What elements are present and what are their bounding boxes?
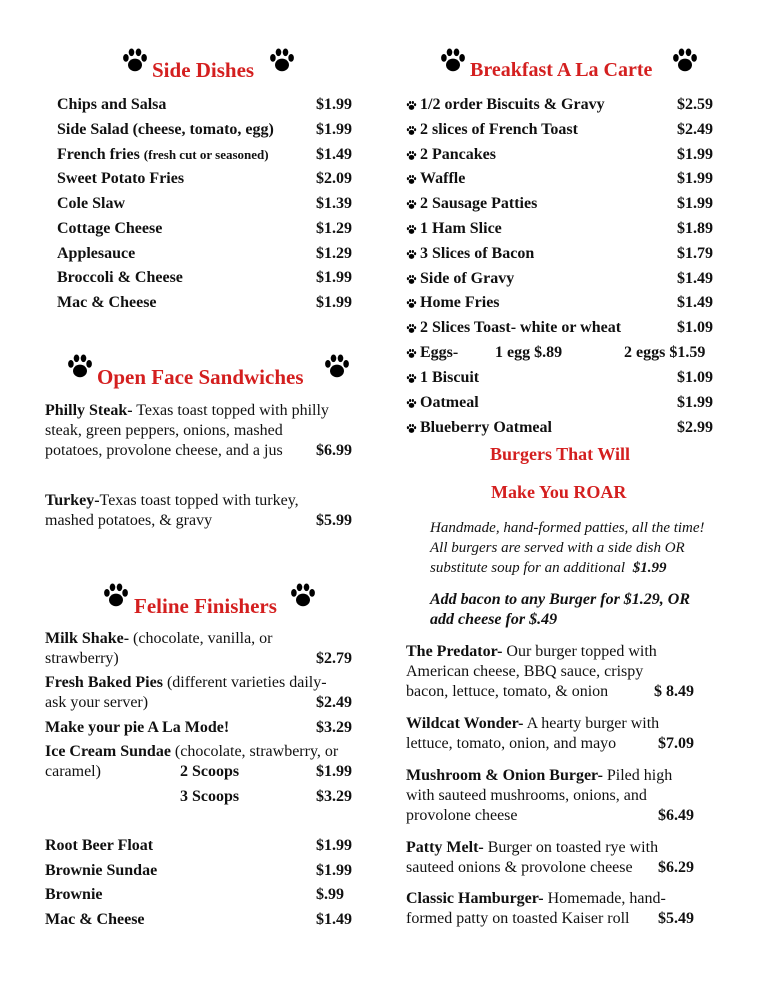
- breakfast-item-price: $1.99: [677, 195, 713, 213]
- breakfast-item-price: $1.79: [677, 244, 713, 262]
- menu-item-name: Cole Slaw: [57, 195, 125, 212]
- breakfast-item-price: $2.49: [677, 120, 713, 138]
- paw-bullet-icon: [406, 298, 417, 309]
- philly-line-2: steak, green peppers, onions, mashed: [45, 422, 283, 439]
- breakfast-heading: Breakfast A La Carte: [470, 59, 653, 81]
- burger-price: $ 8.49: [654, 683, 694, 700]
- burger-name: Mushroom & Onion Burger-: [406, 767, 603, 784]
- shake-desc: (chocolate, vanilla, or: [129, 630, 273, 647]
- addon-line-1: Add bacon to any Burger for $1.29, OR: [430, 591, 691, 608]
- burger-price: $6.49: [658, 807, 694, 824]
- paw-print-icon: [121, 46, 149, 74]
- turkey-name: Turkey-: [45, 492, 100, 509]
- menu-item-label: French fries: [57, 146, 140, 163]
- breakfast-item-price: $2.59: [677, 96, 713, 113]
- paw-bullet-icon: [406, 199, 417, 210]
- addon-line-2: add cheese for $.49: [430, 611, 558, 628]
- menu-item-price: $1.29: [316, 245, 352, 262]
- breakfast-item-name: Side of Gravy: [420, 269, 515, 287]
- burger-desc: Burger on toasted rye with: [483, 839, 659, 856]
- paw-print-icon: [102, 581, 130, 609]
- shake-price: $2.79: [316, 650, 352, 667]
- pies-desc: (different varieties daily-: [162, 674, 327, 691]
- turkey-price: $5.99: [316, 512, 352, 529]
- philly-line-3: potatoes, provolone cheese, and a jus: [45, 442, 283, 459]
- burger-name: The Predator-: [406, 643, 503, 660]
- philly-desc: Texas toast topped with philly: [132, 402, 329, 419]
- menu-item-name: Cottage Cheese: [57, 220, 163, 237]
- paw-print-icon: [671, 46, 699, 74]
- menu-item-name: Sweet Potato Fries: [57, 170, 185, 187]
- menu-item-price: $1.99: [316, 269, 352, 286]
- philly-line-1: [45, 401, 329, 421]
- menu-item-price: $1.99: [316, 121, 352, 138]
- breakfast-item-name: 2 slices of French Toast: [420, 120, 578, 138]
- burger-line-3: bacon, lettuce, tomato, & onion: [406, 683, 609, 700]
- menu-item-price: $1.29: [316, 220, 352, 237]
- burger-name: Patty Melt-: [406, 839, 484, 856]
- menu-item-name: Brownie: [45, 886, 103, 903]
- burger-desc: Our burger topped with: [502, 643, 657, 660]
- burger-desc: Homemade, hand-: [543, 890, 666, 907]
- burgers-note-line-1: Handmade, hand-formed patties, all the time!: [430, 520, 705, 536]
- breakfast-item-name: Home Fries: [420, 294, 500, 312]
- turkey-line-2: mashed potatoes, & gravy: [45, 512, 213, 529]
- eggs-one-price: 1 egg $.89: [495, 344, 563, 361]
- burger-line-2: with sauteed mushrooms, onions, and: [406, 787, 647, 804]
- breakfast-item-price: $1.99: [677, 145, 713, 163]
- sundae-line-2: caramel): [45, 763, 101, 780]
- menu-item-note: (fresh cut or seasoned): [143, 147, 269, 162]
- menu-item-price: $1.99: [316, 294, 352, 311]
- pies-name: Fresh Baked Pies: [45, 674, 163, 691]
- paw-bullet-icon: [406, 224, 417, 235]
- menu-item-price: $1.39: [316, 195, 352, 212]
- paw-bullet-icon: [406, 423, 417, 434]
- paw-bullet-icon: [406, 323, 417, 334]
- menu-item-name: Brownie Sundae: [45, 862, 158, 879]
- a-la-mode-price: $3.29: [316, 719, 352, 736]
- paw-bullet-icon: [406, 100, 417, 111]
- menu-item-price: $1.49: [316, 911, 352, 928]
- menu-item-name: Broccoli & Cheese: [57, 269, 183, 286]
- burgers-note-price: $1.99: [632, 560, 667, 576]
- breakfast-item-name: Waffle: [420, 170, 466, 188]
- burger-line-2: sauteed onions & provolone cheese: [406, 859, 633, 876]
- philly-name: Philly Steak-: [45, 402, 133, 419]
- paw-print-icon: [289, 581, 317, 609]
- breakfast-item-name: 1 Ham Slice: [420, 220, 502, 237]
- burger-line-3: provolone cheese: [406, 807, 518, 824]
- menu-item-name: Side Salad (cheese, tomato, egg): [57, 121, 274, 138]
- paw-bullet-icon: [406, 150, 417, 161]
- menu-item-name: Chips and Salsa: [57, 96, 167, 113]
- turkey-desc: Texas toast topped with turkey,: [99, 492, 299, 509]
- paw-bullet-icon: [406, 373, 417, 384]
- paw-bullet-icon: [406, 274, 417, 285]
- burger-line-1: [406, 838, 658, 858]
- burger-line-2: lettuce, tomato, onion, and mayo: [406, 735, 617, 752]
- philly-price: $6.99: [316, 442, 352, 459]
- paw-bullet-icon: [406, 398, 417, 409]
- breakfast-item-name: 2 Pancakes: [420, 145, 496, 163]
- burger-price: $5.49: [658, 910, 694, 927]
- breakfast-item-price: $1.09: [677, 319, 713, 337]
- breakfast-item-name: 1 Biscuit: [420, 369, 480, 386]
- shake-line-1: [45, 629, 273, 649]
- burger-name: Wildcat Wonder-: [406, 715, 524, 732]
- burgers-title-line-2: Make You ROAR: [491, 482, 627, 502]
- shake-name: Milk Shake-: [45, 630, 130, 647]
- a-la-mode-name: Make your pie A La Mode!: [45, 719, 230, 736]
- burgers-note-text: substitute soup for an additional: [430, 560, 626, 576]
- breakfast-item-price: $1.49: [677, 294, 713, 312]
- burger-line-2: formed patty on toasted Kaiser roll: [406, 910, 630, 927]
- open-face-heading: Open Face Sandwiches: [97, 365, 304, 389]
- breakfast-item-name: Oatmeal: [420, 393, 479, 411]
- pies-line-1: [45, 673, 327, 693]
- two-scoops-price: $1.99: [316, 763, 352, 780]
- burgers-title-line-1: Burgers That Will: [490, 444, 631, 464]
- breakfast-item-price: $1.99: [677, 170, 713, 188]
- breakfast-item-name: Blueberry Oatmeal: [420, 418, 552, 436]
- side-dishes-heading: Side Dishes: [152, 58, 255, 82]
- menu-item-price: $2.09: [316, 170, 352, 187]
- paw-bullet-icon: [406, 348, 417, 359]
- burger-price: $6.29: [658, 859, 694, 876]
- paw-print-icon: [323, 352, 351, 380]
- menu-item-name: Mac & Cheese: [57, 294, 157, 311]
- burger-desc: A hearty burger with: [523, 715, 660, 732]
- burger-price: $7.09: [658, 735, 694, 752]
- feline-finishers-heading: Feline Finishers: [134, 594, 277, 618]
- paw-bullet-icon: [406, 249, 417, 260]
- paw-bullet-icon: [406, 125, 417, 136]
- breakfast-item-name: 3 Slices of Bacon: [420, 244, 535, 262]
- burger-line-2: American cheese, BBQ sauce, crispy: [406, 663, 644, 680]
- menu-item-price: $.99: [316, 886, 344, 903]
- menu-item-name: Mac & Cheese: [45, 911, 145, 928]
- breakfast-item-name: 1/2 order Biscuits & Gravy: [420, 96, 605, 113]
- menu-item-price: $1.99: [316, 862, 352, 879]
- three-scoops-label: 3 Scoops: [180, 788, 240, 805]
- burger-line-1: [406, 714, 659, 734]
- shake-line-2: strawberry): [45, 650, 119, 667]
- burger-name: Classic Hamburger-: [406, 890, 544, 907]
- paw-print-icon: [439, 46, 467, 74]
- burgers-note-line-2: All burgers are served with a side dish OR: [430, 540, 685, 556]
- menu-item-price: $1.99: [316, 96, 352, 113]
- breakfast-item-name: 2 Sausage Patties: [420, 195, 538, 213]
- pies-line-2: ask your server): [45, 694, 149, 711]
- sundae-name: Ice Cream Sundae: [45, 743, 171, 760]
- two-scoops-label: 2 Scoops: [180, 763, 240, 780]
- burger-line-1: [406, 766, 672, 786]
- breakfast-item-price: $1.09: [677, 369, 713, 386]
- paw-print-icon: [268, 46, 296, 74]
- breakfast-item-price: $2.99: [677, 418, 713, 436]
- burgers-note-line-3: [430, 558, 667, 578]
- menu-item-name: Applesauce: [57, 245, 136, 262]
- menu-item-price: $1.49: [316, 146, 352, 163]
- eggs-two-price: 2 eggs $1.59: [624, 344, 706, 361]
- eggs-name: Eggs-: [420, 344, 459, 361]
- breakfast-item-price: $1.89: [677, 220, 713, 237]
- breakfast-item-name: 2 Slices Toast- white or wheat: [420, 319, 622, 337]
- paw-bullet-icon: [406, 174, 417, 185]
- breakfast-item-price: $1.99: [677, 393, 713, 411]
- breakfast-item-price: $1.49: [677, 269, 713, 287]
- turkey-line-1: [45, 491, 299, 511]
- burger-line-1: [406, 642, 657, 662]
- burger-desc: Piled high: [602, 767, 673, 784]
- pies-price: $2.49: [316, 694, 352, 711]
- three-scoops-price: $3.29: [316, 788, 352, 805]
- sundae-desc: (chocolate, strawberry, or: [170, 743, 339, 760]
- burger-line-1: [406, 889, 666, 909]
- menu-item-name: [57, 145, 269, 165]
- sundae-line-1: [45, 742, 338, 762]
- menu-item-price: $1.99: [316, 837, 352, 854]
- menu-item-name: Root Beer Float: [45, 837, 154, 854]
- paw-print-icon: [66, 352, 94, 380]
